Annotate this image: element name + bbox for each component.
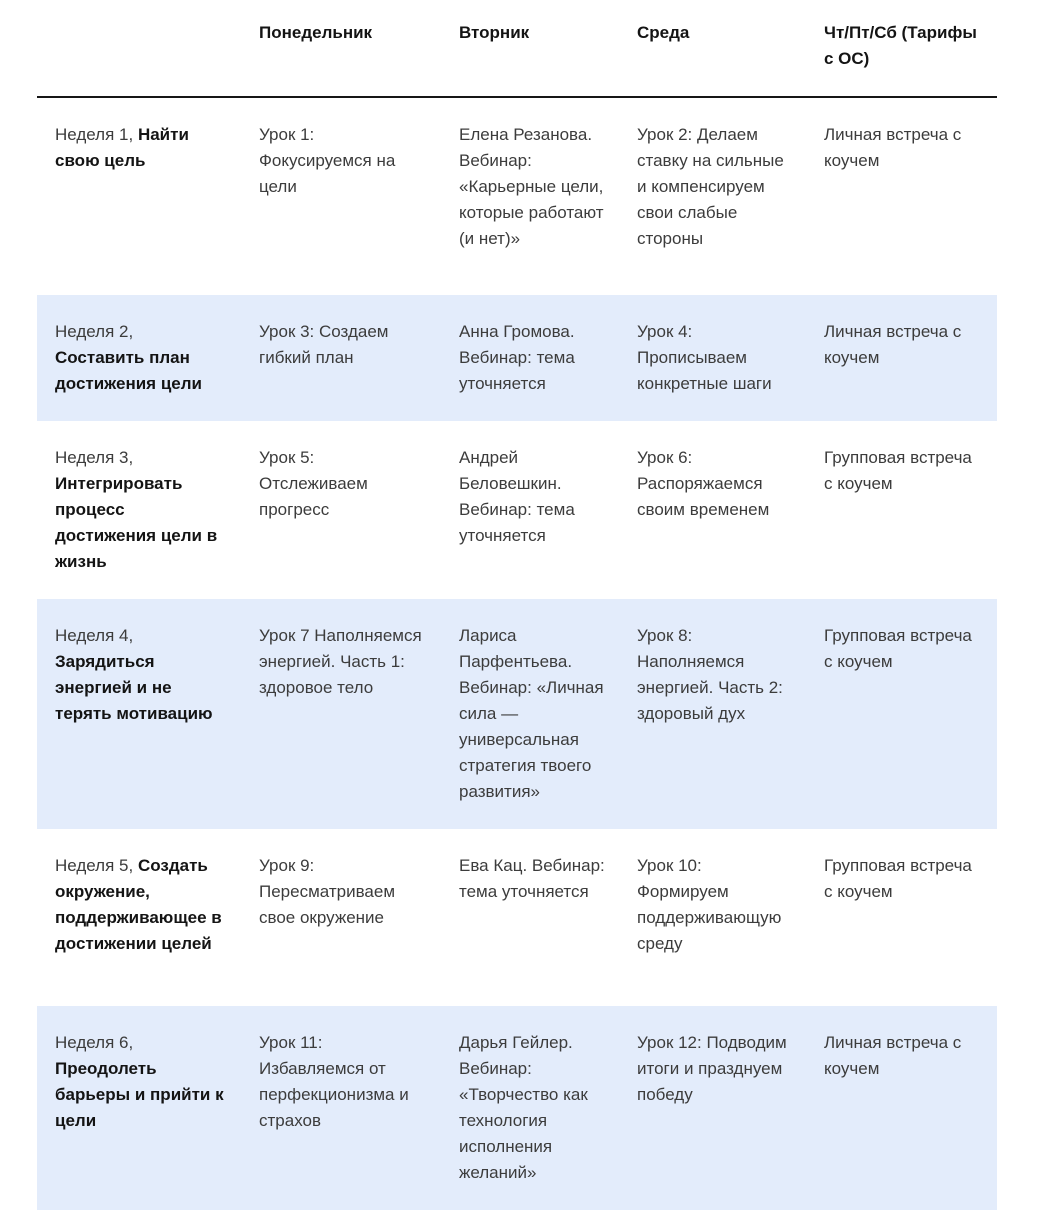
week-goal: Зарядиться энергией и не терять мотивацию (55, 652, 213, 723)
tuesday-webinar-cell: Анна Громова. Вебинар: тема уточняется (459, 322, 575, 393)
tuesday-webinar-cell: Елена Резанова. Вебинар: «Карьерные цели, которые работают (и нет)» (459, 125, 604, 248)
week-number: Неделя 5, (55, 856, 134, 875)
header-week-column (37, 0, 241, 96)
week-goal: Составить план достижения цели (55, 348, 202, 393)
week-label (37, 421, 241, 599)
monday-lesson-cell: Урок 1: Фокусируемся на цели (259, 125, 396, 196)
week-goal: Найти свою цель (55, 125, 189, 170)
monday-lesson-cell: Урок 3: Создаем гибкий план (259, 322, 389, 367)
table-row-week-2 (37, 295, 997, 421)
table-header-row (37, 0, 997, 98)
week-number: Неделя 2, (55, 322, 134, 341)
coach-meeting-cell: Личная встреча с коучем (824, 1033, 962, 1078)
week-label (37, 599, 241, 829)
tuesday-webinar-cell: Андрей Беловешкин. Вебинар: тема уточняется (459, 448, 575, 545)
week-goal: Создать окружение, поддерживающее в достижении целей (55, 856, 222, 953)
coach-meeting-cell: Личная встреча с коучем (824, 125, 962, 170)
monday-lesson-cell: Урок 9: Пересматриваем свое окружение (259, 856, 396, 927)
header-tuesday: Вторник (459, 23, 530, 42)
coach-meeting-cell: Групповая встреча с коучем (824, 448, 972, 493)
week-number: Неделя 3, (55, 448, 134, 467)
week-label (37, 295, 241, 421)
wednesday-lesson-cell: Урок 8: Наполняемся энергией. Часть 2: здоровый дух (637, 626, 783, 723)
week-label (37, 98, 241, 295)
course-schedule-table (37, 0, 997, 1210)
monday-lesson-cell: Урок 7 Наполняемся энергией. Часть 1: здоровое тело (259, 626, 422, 697)
week-number: Неделя 4, (55, 626, 134, 645)
wednesday-lesson-cell: Урок 6: Распоряжаемся своим временем (637, 448, 770, 519)
tuesday-webinar-cell: Дарья Гейлер. Вебинар: «Творчество как технология исполнения желаний» (459, 1033, 588, 1182)
week-number: Неделя 1, (55, 125, 134, 144)
table-row-week-5 (37, 829, 997, 1006)
tuesday-webinar-cell: Ева Кац. Вебинар: тема уточняется (459, 856, 605, 901)
monday-lesson-cell: Урок 11: Избавляемся от перфекционизма и страхов (259, 1033, 409, 1130)
header-thu-fri-sat: Чт/Пт/Сб (Тарифы с ОС) (824, 23, 977, 68)
wednesday-lesson-cell: Урок 12: Подводим итоги и празднуем победу (637, 1033, 787, 1104)
wednesday-lesson-cell: Урок 10: Формируем поддерживающую среду (637, 856, 782, 953)
monday-lesson-cell: Урок 5: Отслеживаем прогресс (259, 448, 368, 519)
wednesday-lesson-cell: Урок 2: Делаем ставку на сильные и компенсируем свои слабые стороны (637, 125, 784, 248)
coach-meeting-cell: Групповая встреча с коучем (824, 856, 972, 901)
week-number: Неделя 6, (55, 1033, 134, 1052)
header-wednesday: Среда (637, 23, 690, 42)
week-goal: Преодолеть барьеры и прийти к цели (55, 1059, 224, 1130)
week-goal: Интегрировать процесс достижения цели в жизнь (55, 474, 218, 571)
coach-meeting-cell: Личная встреча с коучем (824, 322, 962, 367)
week-label (37, 1006, 241, 1210)
wednesday-lesson-cell: Урок 4: Прописываем конкретные шаги (637, 322, 772, 393)
table-row-week-6 (37, 1006, 997, 1210)
table-row-week-4 (37, 599, 997, 829)
table-row-week-3 (37, 421, 997, 599)
tuesday-webinar-cell: Лариса Парфентьева. Вебинар: «Личная сила — универсальная стратегия твоего развития» (459, 626, 604, 801)
table-row-week-1 (37, 98, 997, 295)
coach-meeting-cell: Групповая встреча с коучем (824, 626, 972, 671)
header-monday: Понедельник (259, 23, 373, 42)
week-label (37, 829, 241, 1006)
